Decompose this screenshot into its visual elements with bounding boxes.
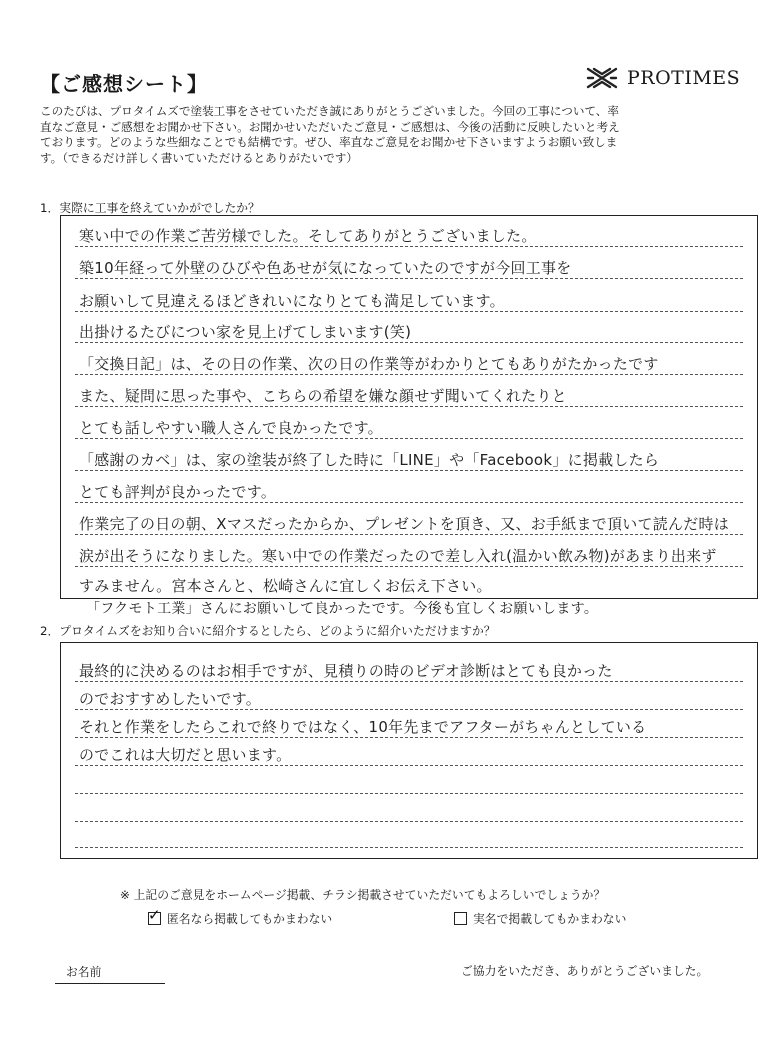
realname-checkbox[interactable] — [454, 912, 467, 925]
option-anonymous-label: 匿名なら掲載してもかまわない — [167, 912, 333, 926]
intro-line: ております。どのような些細なことでも結構です。ぜひ、率直なご意見をお聞かせ下さいますようお願い致しま — [40, 135, 618, 149]
intro-line: このたびは、プロタイムズで塗装工事をさせていただき誠にありがとうございました。今回の工事について、率 — [40, 104, 619, 118]
question-1: 1．実際に工事を終えていかがでしたか？ — [40, 201, 260, 215]
intro-line: 直なご意見・ご感想をお聞かせ下さい。お聞かせいただいたご意見・ご感想は、今後の活動に反映したいと考え — [40, 119, 620, 134]
handwritten-line: とても評判が良かったです。 — [79, 483, 277, 501]
sheet-title: 【ご感想シート】 — [40, 72, 208, 96]
intro-line: す。（できるだけ詳しく書いていただけるとありがたいです） — [40, 150, 358, 165]
answer-box-1 — [60, 215, 758, 599]
name-label: お名前 — [66, 965, 102, 979]
handwritten-line: のでおすすめしたいです。 — [79, 690, 262, 708]
handwritten-line: すみません。宮本さんと、松崎さんに宜しくお伝え下さい。 — [79, 577, 492, 595]
handwritten-line: とても話しやすい職人さんで良かったです。 — [79, 419, 383, 437]
handwritten-line: 作業完了の日の朝、Xマスだったからか、プレゼントを頂き、又、お手紙まで頂いて読んだ時は — [79, 515, 730, 533]
handwritten-line: のでこれは大切だと思います。 — [79, 746, 292, 764]
handwritten-line: 涙が出そうになりました。寒い中での作業だったので差し入れ(温かい飲み物)があまり出来ず — [79, 547, 717, 565]
name-field[interactable] — [55, 983, 165, 984]
handwritten-line: 「交換日記」は、その日の作業、次の日の作業等がわかりとてもありがたかったです — [79, 355, 659, 373]
option-realname-label: 実名で掲載してもかまわない — [473, 912, 627, 926]
option-anonymous[interactable] — [148, 906, 333, 927]
intro-text — [40, 104, 740, 166]
handwritten-line: お願いして見違えるほどきれいになりとても満足しています。 — [79, 292, 505, 310]
anonymous-checkbox[interactable] — [148, 906, 161, 925]
handwritten-line: 出掛けるたびについ家を見上げてしまいます(笑) — [79, 323, 412, 341]
logo-text: PROTIMES — [627, 67, 741, 89]
handwritten-line: 寒い中での作業ご苦労様でした。そしてありがとうございました。 — [79, 227, 537, 245]
consent-notice: ※ 上記のご意見をホームページ掲載、チラシ掲載させていただいてもよろしいでしょうか？ — [120, 888, 606, 902]
option-realname[interactable] — [454, 910, 626, 927]
protimes-mark-icon — [585, 66, 619, 90]
handwritten-line: また、疑問に思った事や、こちらの希望を嫌な顔せず聞いてくれたりと — [79, 387, 567, 405]
protimes-logo — [585, 66, 740, 90]
question-2: 2．プロタイムズをお知り合いに紹介するとしたら、どのように紹介いただけますか？ — [40, 624, 496, 638]
handwritten-extra-line: 「フクモト工業」さんにお願いして良かったです。今後も宜しくお願いします。 — [86, 601, 599, 617]
handwritten-line: それと作業をしたらこれで終りではなく、10年先までアフターがちゃんとしている — [79, 718, 647, 736]
thanks-text: ご協力をいただき、ありがとうございました。 — [461, 964, 709, 978]
answer-box-2 — [60, 642, 758, 859]
check-mark-icon: ✓ — [148, 906, 161, 924]
handwritten-line: 「感謝のカベ」は、家の塗装が終了した時に「LINE」や「Facebook」に掲載したら — [79, 451, 660, 469]
handwritten-line: 最終的に決めるのはお相手ですが、見積りの時のビデオ診断はとても良かった — [79, 662, 613, 680]
handwritten-line: 築10年経って外壁のひびや色あせが気になっていたのですが今回工事を — [79, 259, 572, 277]
